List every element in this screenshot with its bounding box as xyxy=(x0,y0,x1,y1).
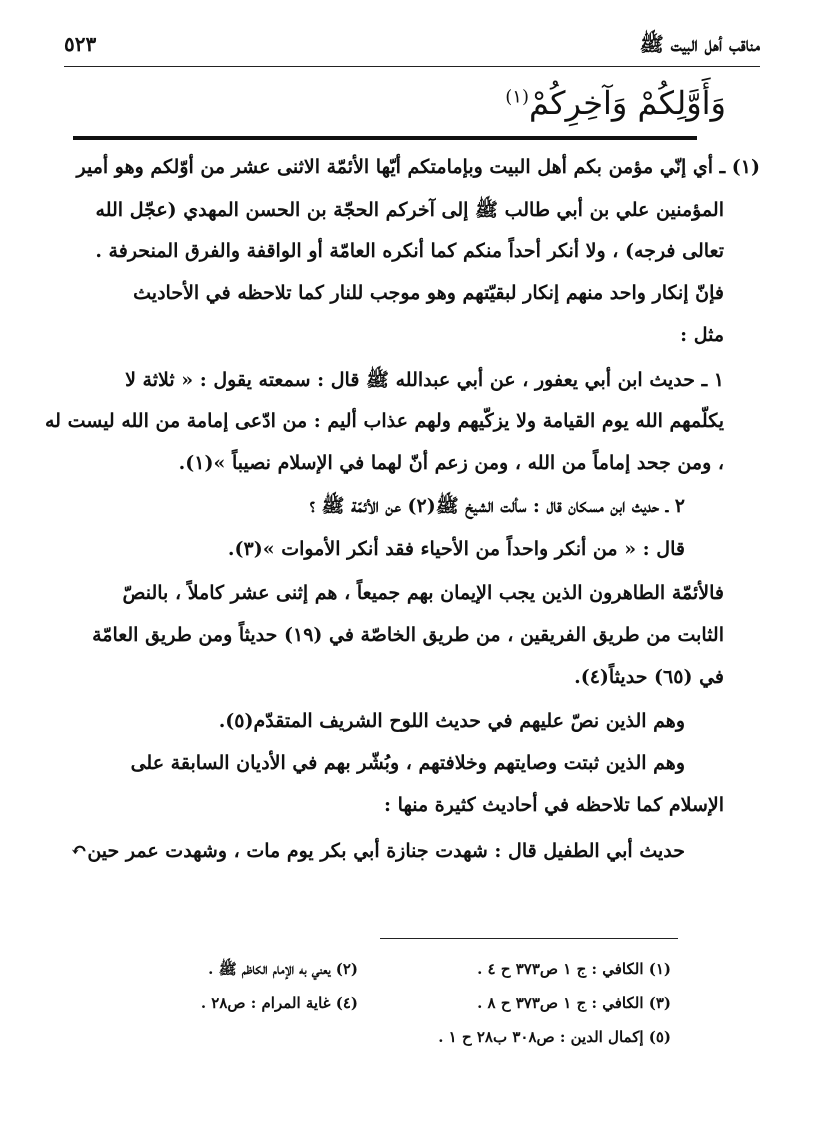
curved-arrow-icon: ↶ xyxy=(70,838,88,862)
text-line: في (٦٥) حديثاً(٤). xyxy=(574,666,724,688)
quoted-phrase-note-ref: (١) xyxy=(505,86,529,108)
running-header xyxy=(64,30,760,70)
text-line: ٢ ـ حديث ابن مسكان قال : سألت الشيخ ﷺ(٢) عن الأئمّة ﷺ ؟ xyxy=(309,495,685,517)
footnote-4: (٤) غاية المرام : ص٢٨ . xyxy=(200,994,358,1012)
running-header-title: مناقب أهل البيت ﷺ xyxy=(639,32,760,56)
text-line: وهم الذين ثبتت وصايتهم وخلافتهم ، وبُشّر بهم في الأديان السابقة على xyxy=(130,752,685,774)
quoted-phrase-text: وَأَوَّلِكُمْ وَآخِرِكُمْ xyxy=(529,84,726,122)
text-line: فإنّ إنكار واحد منهم إنكار لبقيّتهم وهو موجب للنار كما تلاحظه في الأحاديث xyxy=(133,282,724,304)
text-line: مثل : xyxy=(680,324,724,346)
text-line: (١) ـ أي إنّي مؤمن بكم أهل البيت وبإمامتكم أيّها الأئمّة الاثنى عشر من أوّلكم وهو أمير xyxy=(76,156,760,178)
page-number: ٥٢٣ xyxy=(64,32,97,56)
text-line: الثابت من طريق الفريقين ، من طريق الخاصّة في (١٩) حديثاً ومن طريق العامّة xyxy=(92,624,724,646)
text-line: ١ ـ حديث ابن أبي يعفور ، عن أبي عبدالله ﷺ قال : سمعته يقول : « ثلاثة لا xyxy=(125,369,724,391)
text-line: فالأئمّة الطاهرون الذين يجب الإيمان بهم جميعاً ، هم إثنى عشر كاملاً ، بالنصّ xyxy=(122,582,724,604)
quoted-phrase xyxy=(505,84,726,122)
text-line: وهم الذين نصّ عليهم في حديث اللوح الشريف المتقدّم(٥). xyxy=(218,710,685,732)
text-line: تعالى فرجه) ، ولا أنكر أحداً منكم كما أنكره العامّة أو الواقفة والفرق المنحرفة . xyxy=(95,240,724,262)
text-line-last-text: حديث أبي الطفيل قال : شهدت جنازة أبي بكر يوم مات ، وشهدت عمر حين xyxy=(87,840,685,862)
text-line-last xyxy=(67,838,685,862)
text-line: ، ومن جحد إماماً من الله ، ومن زعم أنّ لهما في الإسلام نصيباً »(١). xyxy=(178,452,724,474)
text-line: المؤمنين علي بن أبي طالب ﷺ إلى آخركم الحجّة بن الحسن المهدي (عجّل الله xyxy=(95,199,724,221)
footnote-3: (٣) الكافي : ج ١ ص٣٧٣ ح ٨ . xyxy=(477,994,671,1012)
section-divider xyxy=(73,136,697,140)
text-line: الإسلام كما تلاحظه في أحاديث كثيرة منها : xyxy=(384,794,724,816)
footnote-divider xyxy=(380,938,678,939)
header-divider xyxy=(64,66,760,67)
text-line: قال : « من أنكر واحداً من الأحياء فقد أنكر الأموات »(٣). xyxy=(227,538,685,560)
text-line: يكلّمهم الله يوم القيامة ولا يزكّيهم ولهم عذاب أليم : من ادّعى إمامة من الله ليست له xyxy=(45,410,724,432)
footnote-5: (٥) إكمال الدين : ص٣٠٨ ب٢٨ ح ١ . xyxy=(438,1028,671,1046)
footnote-1: (١) الكافي : ج ١ ص٣٧٣ ح ٤ . xyxy=(477,960,671,978)
footnote-2: (٢) يعني به الإمام الكاظم ﷺ . xyxy=(208,960,358,978)
